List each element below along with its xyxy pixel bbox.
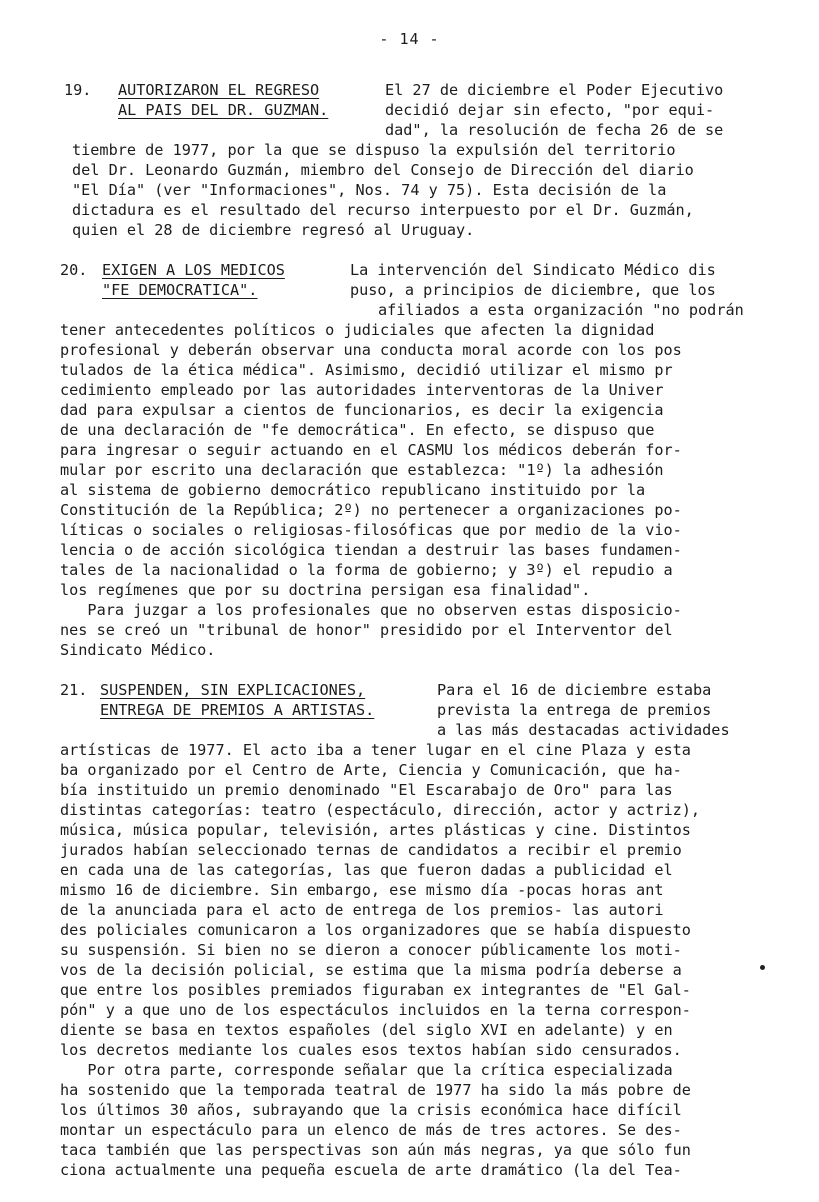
body-text-line: nes se creó un "tribunal de honor" presidido por el Interventor del bbox=[60, 621, 673, 639]
body-text-line: Sindicato Médico. bbox=[60, 641, 216, 659]
body-text-line: los últimos 30 años, subrayando que la crisis económica hace difícil bbox=[60, 1101, 682, 1119]
body-text-line: jurados habían seleccionado ternas de candidatos a recibir el premio bbox=[60, 841, 682, 859]
body-text-line: los regímenes que por su doctrina persigan esa finalidad". bbox=[60, 581, 591, 599]
section-heading-line: SUSPENDEN, SIN EXPLICACIONES, bbox=[100, 681, 366, 699]
body-text-line: líticas o sociales o religiosas-filosóficas que por medio de la vio- bbox=[60, 521, 682, 539]
body-text-line: lencia o de acción sicológica tiendan a destruir las bases fundamen- bbox=[60, 541, 682, 559]
section-heading-line: "FE DEMOCRATICA". bbox=[102, 281, 258, 299]
margin-dot-mark bbox=[760, 965, 765, 970]
body-text-line: para ingresar o seguir actuando en el CASMU los médicos deberán for- bbox=[60, 441, 682, 459]
page-number: - 14 - bbox=[379, 30, 440, 48]
body-text-line: ba organizado por el Centro de Arte, Ciencia y Comunicación, que ha- bbox=[60, 761, 682, 779]
section-number: 20. bbox=[60, 261, 88, 279]
body-text-line: diente se basa en textos españoles (del siglo XVI en adelante) y en bbox=[60, 1021, 673, 1039]
body-text-line: montar un espectáculo para un elenco de más de tres actores. Se des- bbox=[60, 1121, 682, 1139]
body-text-line: des policiales comunicaron a los organizadores que se había dispuesto bbox=[60, 921, 691, 939]
section-side-text-line: afiliados a esta organización "no podrán bbox=[378, 301, 744, 319]
section-side-text-line: dad", la resolución de fecha 26 de se bbox=[385, 121, 724, 139]
body-text-line: de la anunciada para el acto de entrega de los premios- las autori bbox=[60, 901, 664, 919]
section-heading-line: EXIGEN A LOS MEDICOS bbox=[102, 261, 285, 279]
body-text-line: su suspensión. Si bien no se dieron a conocer públicamente los moti- bbox=[60, 941, 682, 959]
body-text-line: tiembre de 1977, por la que se dispuso la expulsión del territorio bbox=[72, 141, 676, 159]
body-text-line: mular por escrito una declaración que establezca: "1º) la adhesión bbox=[60, 461, 664, 479]
section-heading-line: ENTREGA DE PREMIOS A ARTISTAS. bbox=[100, 701, 375, 719]
body-text-line: Para juzgar a los profesionales que no observen estas disposicio- bbox=[60, 601, 682, 619]
body-text-line: tales de la nacionalidad o la forma de gobierno; y 3º) el repudio a bbox=[60, 561, 673, 579]
section-number: 21. bbox=[60, 681, 88, 699]
body-text-line: vos de la decisión policial, se estima que la misma podría deberse a bbox=[60, 961, 682, 979]
body-text-line: "El Día" (ver "Informaciones", Nos. 74 y 75). Esta decisión de la bbox=[72, 181, 667, 199]
section-number: 19. bbox=[64, 81, 92, 99]
body-text-line: al sistema de gobierno democrático republicano instituido por la bbox=[60, 481, 646, 499]
body-text-line: tulados de la ética médica". Asimismo, decidió utilizar el mismo pr bbox=[60, 361, 673, 379]
body-text-line: Constitución de la República; 2º) no pertenecer a organizaciones po- bbox=[60, 501, 682, 519]
body-text-line: bía instituido un premio denominado "El Escarabajo de Oro" para las bbox=[60, 781, 673, 799]
body-text-line: en cada una de las categorías, las que fueron dadas a publicidad el bbox=[60, 861, 673, 879]
section-side-text-line: Para el 16 de diciembre estaba bbox=[437, 681, 712, 699]
body-text-line: mismo 16 de diciembre. Sin embargo, ese mismo día -pocas horas ant bbox=[60, 881, 664, 899]
body-text-line: música, música popular, televisión, artes plásticas y cine. Distintos bbox=[60, 821, 691, 839]
section-side-text-line: puso, a principios de diciembre, que los bbox=[350, 281, 716, 299]
body-text-line: cedimiento empleado por las autoridades interventoras de la Univer bbox=[60, 381, 664, 399]
body-text-line: ha sostenido que la temporada teatral de 1977 ha sido la más pobre de bbox=[60, 1081, 691, 1099]
section-side-text-line: La intervención del Sindicato Médico dis bbox=[350, 261, 716, 279]
body-text-line: quien el 28 de diciembre regresó al Uruguay. bbox=[72, 221, 475, 239]
section-side-text-line: prevista la entrega de premios bbox=[437, 701, 712, 719]
section-side-text-line: decidió dejar sin efecto, "por equi- bbox=[385, 101, 715, 119]
body-text-line: artísticas de 1977. El acto iba a tener lugar en el cine Plaza y esta bbox=[60, 741, 691, 759]
section-heading-line: AUTORIZARON EL REGRESO bbox=[118, 81, 320, 99]
body-text-line: de una declaración de "fe democrática". En efecto, se dispuso que bbox=[60, 421, 655, 439]
section-heading-line: AL PAIS DEL DR. GUZMAN. bbox=[118, 101, 329, 119]
section-side-text-line: a las más destacadas actividades bbox=[437, 721, 730, 739]
body-text-line: los decretos mediante los cuales esos textos habían sido censurados. bbox=[60, 1041, 682, 1059]
body-text-line: Por otra parte, corresponde señalar que la crítica especializada bbox=[60, 1061, 673, 1079]
body-text-line: profesional y deberán observar una conducta moral acorde con los pos bbox=[60, 341, 682, 359]
body-text-line: dad para expulsar a cientos de funcionarios, es decir la exigencia bbox=[60, 401, 664, 419]
body-text-line: del Dr. Leonardo Guzmán, miembro del Consejo de Dirección del diario bbox=[72, 161, 694, 179]
body-text-line: ciona actualmente una pequeña escuela de arte dramático (la del Tea- bbox=[60, 1161, 682, 1179]
body-text-line: distintas categorías: teatro (espectáculo, dirección, actor y actriz), bbox=[60, 801, 701, 819]
body-text-line: tener antecedentes políticos o judiciales que afecten la dignidad bbox=[60, 321, 655, 339]
body-text-line: que entre los posibles premiados figuraban ex integrantes de "El Gal- bbox=[60, 981, 691, 999]
body-text-line: taca también que las perspectivas son aún más negras, ya que sólo fun bbox=[60, 1141, 691, 1159]
section-side-text-line: El 27 de diciembre el Poder Ejecutivo bbox=[385, 81, 724, 99]
body-text-line: dictadura es el resultado del recurso interpuesto por el Dr. Guzmán, bbox=[72, 201, 694, 219]
body-text-line: pón" y a que uno de los espectáculos incluidos en la terna correspon- bbox=[60, 1001, 691, 1019]
